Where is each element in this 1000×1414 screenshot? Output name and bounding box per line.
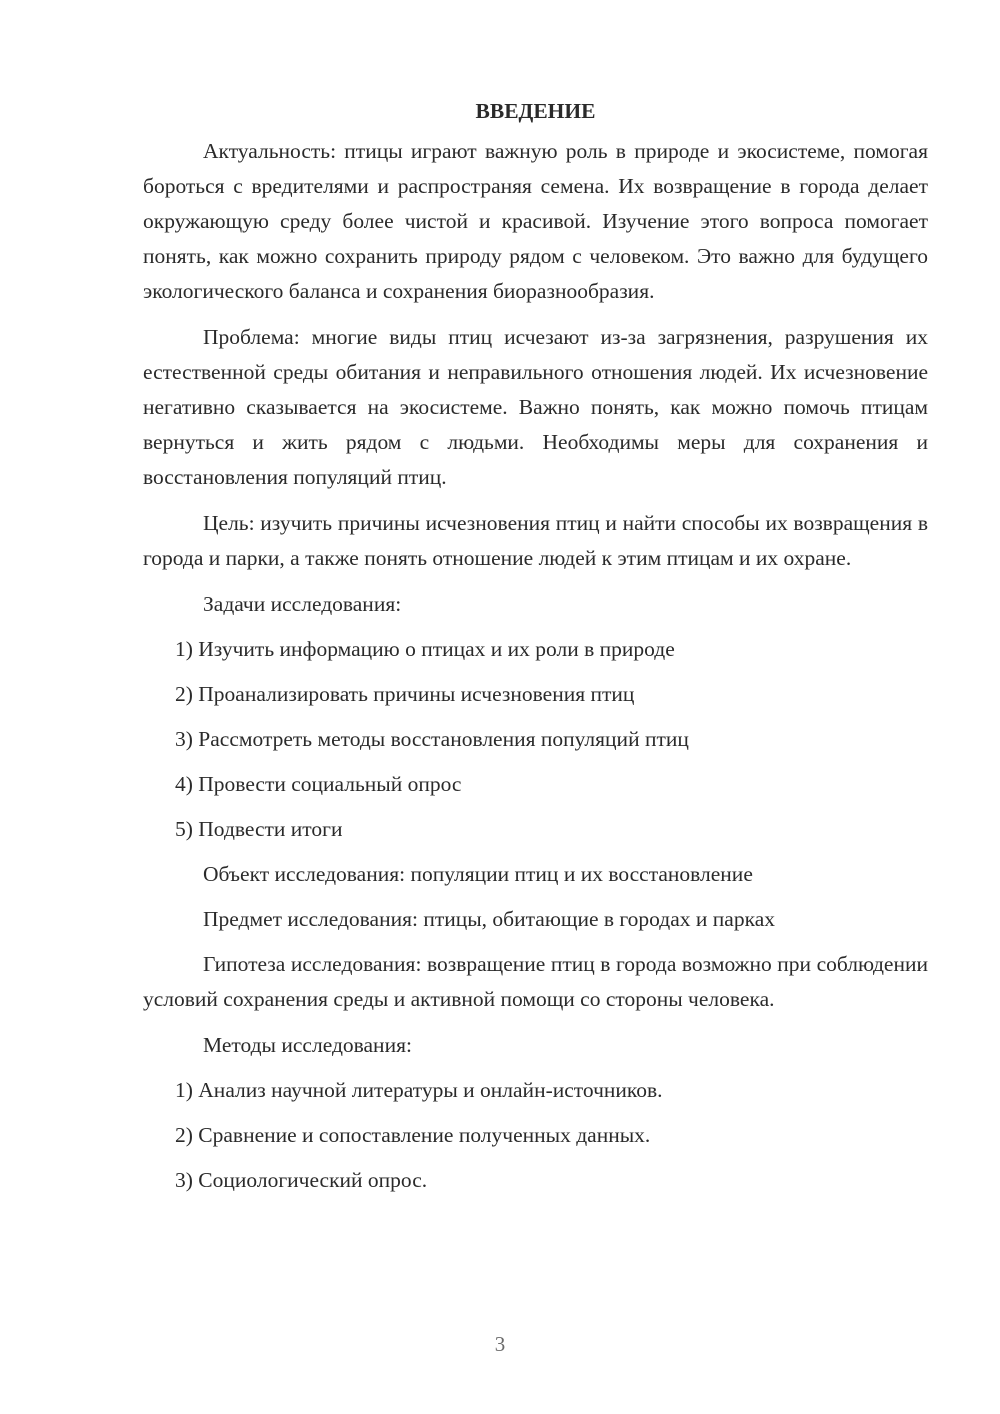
research-subject: Предмет исследования: птицы, обитающие в городах и парках xyxy=(203,907,776,931)
document-page xyxy=(143,96,928,1208)
tasks-heading: Задачи исследования: xyxy=(203,592,402,616)
method-item: 2) Сравнение и сопоставление полученных данных. xyxy=(175,1123,651,1147)
task-item: 3) Рассмотреть методы восстановления популяций птиц xyxy=(175,727,689,751)
research-object: Объект исследования: популяции птиц и их восстановление xyxy=(203,862,753,886)
page-number: 3 xyxy=(494,1332,506,1356)
hypothesis-paragraph: Гипотеза исследования: возвращение птиц в города возможно при соблюдении условий сохранения среды и активной помощи со стороны человека. xyxy=(143,952,928,1011)
section-title: ВВЕДЕНИЕ xyxy=(475,99,596,123)
method-item: 1) Анализ научной литературы и онлайн-источников. xyxy=(175,1078,663,1102)
problem-paragraph: Проблема: многие виды птиц исчезают из-за загрязнения, разрушения их естественной среды обитания и неправильного отношения людей. Их исчезновение негативно сказывается на экосистеме. Важно понять, как можно помочь птицам вернуться и жить рядом с людьми. Необходимы меры для сохранения и восстановления популяций птиц. xyxy=(143,325,928,489)
task-item: 5) Подвести итоги xyxy=(175,817,343,841)
task-item: 2) Проанализировать причины исчезновения птиц xyxy=(175,682,635,706)
task-item: 1) Изучить информацию о птицах и их роли в природе xyxy=(175,637,675,661)
method-item: 3) Социологический опрос. xyxy=(175,1168,428,1192)
methods-heading: Методы исследования: xyxy=(203,1033,412,1057)
goal-paragraph: Цель: изучить причины исчезновения птиц и найти способы их возвращения в города и парки, а также понять отношение людей к этим птицам и их охране. xyxy=(143,511,928,570)
relevance-paragraph: Актуальность: птицы играют важную роль в природе и экосистеме, помогая бороться с вредителями и распространяя семена. Их возвращение в города делает окружающую среду более чистой и красивой. Изучение этого вопроса помогает понять, как можно сохранить природу рядом с человеком. Это важно для будущего экологического баланса и сохранения биоразнообразия. xyxy=(143,139,928,303)
task-item: 4) Провести социальный опрос xyxy=(175,772,462,796)
